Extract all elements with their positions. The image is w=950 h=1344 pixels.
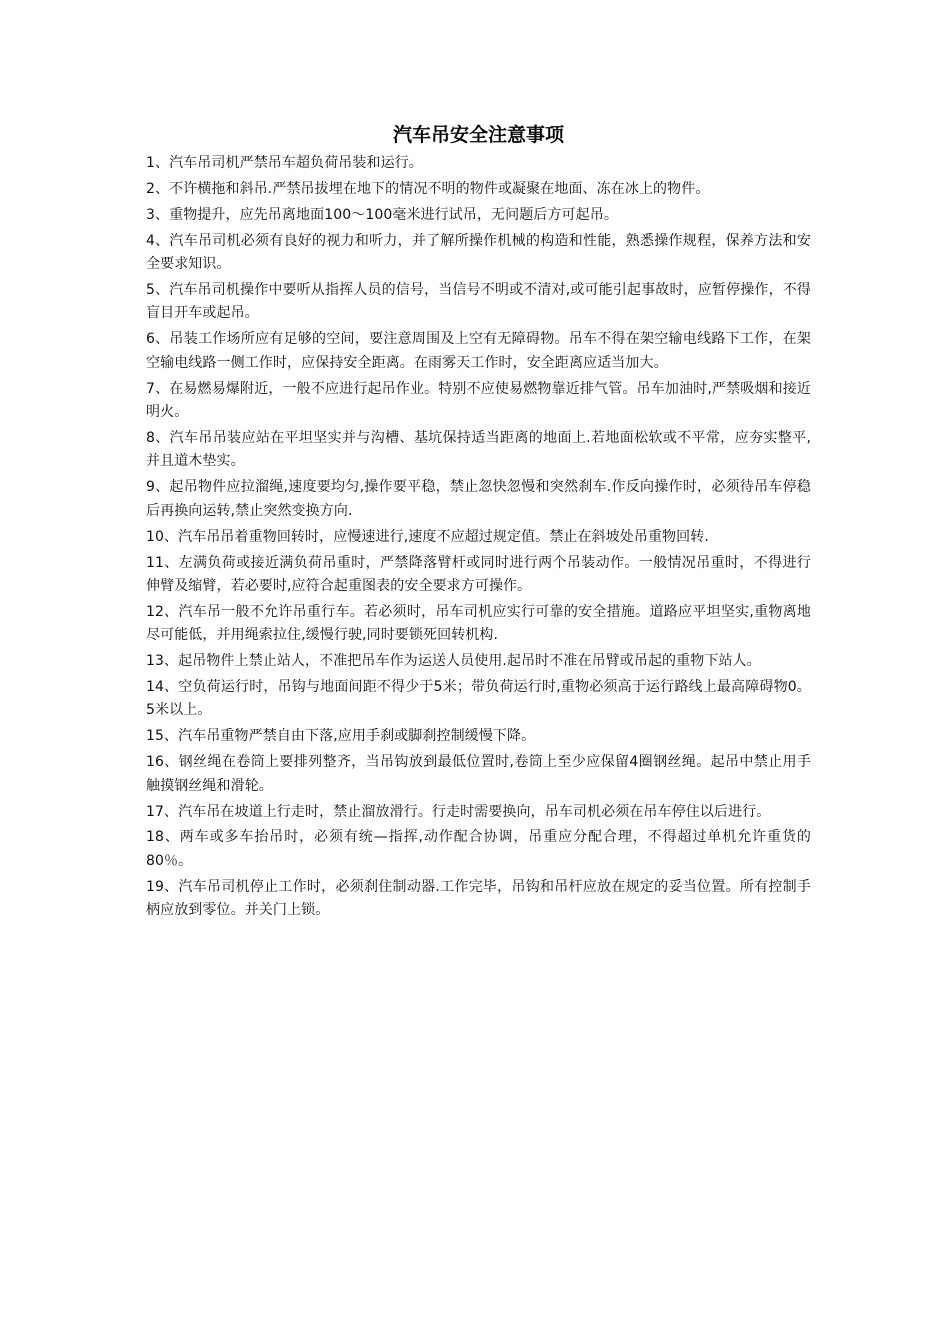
rule-item: 3、重物提升，应先吊离地面100～100毫米进行试吊，无问题后方可起吊。 bbox=[146, 206, 618, 223]
rule-item: 16、钢丝绳在卷筒上要排列整齐，当吊钩放到最低位置时,卷筒上至少应保留4圈钢丝绳。起吊中禁止用手触摸钢丝绳和滑轮。 bbox=[146, 754, 811, 794]
rule-item: 8、汽车吊吊装应站在平坦坚实并与沟槽、基坑保持适当距离的地面上.若地面松软或不平常，应夯实整平,并且道木垫实。 bbox=[146, 429, 811, 470]
rule-item: 18、两车或多车抬吊时，必须有统—指挥,动作配合协调，吊重应分配合理，不得超过单机允许重货的80％。 bbox=[146, 829, 811, 869]
rule-item: 1、汽车吊司机严禁吊车超负荷吊装和运行。 bbox=[146, 155, 423, 171]
rule-item: 4、汽车吊司机必须有良好的视力和听力，并了解所操作机械的构造和性能，熟悉操作规程，保养方法和安全要求知识。 bbox=[146, 232, 811, 273]
document-title: 汽车吊安全注意事项 bbox=[392, 124, 564, 146]
document-body bbox=[146, 122, 811, 925]
safety-rules-list bbox=[146, 152, 811, 923]
rule-item: 19、汽车吊司机停止工作时，必须刹住制动器.工作完毕，吊钩和吊杆应放在规定的妥当位置。所有控制手柄应放到零位。并关门上锁。 bbox=[146, 878, 811, 919]
rule-item: 9、起吊物件应拉溜绳,速度要均匀,操作要平稳，禁止忽快忽慢和突然刹车.作反向操作时，必须待吊车停稳后再换向运转,禁止突然变换方向. bbox=[146, 479, 811, 519]
rule-item: 15、汽车吊重物严禁自由下落,应用手刹或脚刹控制缓慢下降。 bbox=[146, 728, 536, 745]
rule-item: 12、汽车吊一般不允许吊重行车。若必须时，吊车司机应实行可靠的安全措施。道路应平坦坚实,重物离地尽可能低，并用绳索拉住,缓慢行驶,同时要锁死回转机构. bbox=[146, 603, 811, 644]
rule-item: 14、空负荷运行时，吊钩与地面间距不得少于5米；带负荷运行时,重物必须高于运行路线上最高障碍物0。5米以上。 bbox=[146, 679, 811, 719]
rule-item: 5、汽车吊司机操作中要听从指挥人员的信号，当信号不明或不清对,或可能引起事故时，应暂停操作，不得盲目开车或起吊。 bbox=[146, 282, 811, 322]
rule-item: 2、不许横拖和斜吊.严禁吊拔埋在地下的情况不明的物件或凝聚在地面、冻在冰上的物件。 bbox=[146, 180, 710, 197]
rule-item: 6、吊装工作场所应有足够的空间，要注意周围及上空有无障碍物。吊车不得在架空输电线路下工作，在架空输电线路一侧工作时，应保持安全距离。在雨雾天工作时，安全距离应适当加大。 bbox=[146, 331, 811, 371]
rule-item: 10、汽车吊吊着重物回转时，应慢速进行,速度不应超过规定值。禁止在斜坡处吊重物回转. bbox=[146, 528, 709, 545]
rule-item: 13、起吊物件上禁止站人，不准把吊车作为运送人员使用.起吊时不准在吊臂或吊起的重物下站人。 bbox=[146, 653, 761, 670]
rule-item: 11、左满负荷或接近满负荷吊重时，严禁降落臂杆或同时进行两个吊装动作。一般情况吊重时，不得进行伸臂及缩臂，若必要时,应符合起重图表的安全要求方可操作。 bbox=[146, 554, 811, 594]
rule-item: 17、汽车吊在坡道上行走时，禁止溜放滑行。行走时需要换向，吊车司机必须在吊车停住以后进行。 bbox=[146, 803, 771, 820]
rule-item: 7、在易燃易爆附近，一般不应进行起吊作业。特别不应使易燃物靠近排气管。吊车加油时,严禁吸烟和接近明火。 bbox=[146, 380, 811, 421]
